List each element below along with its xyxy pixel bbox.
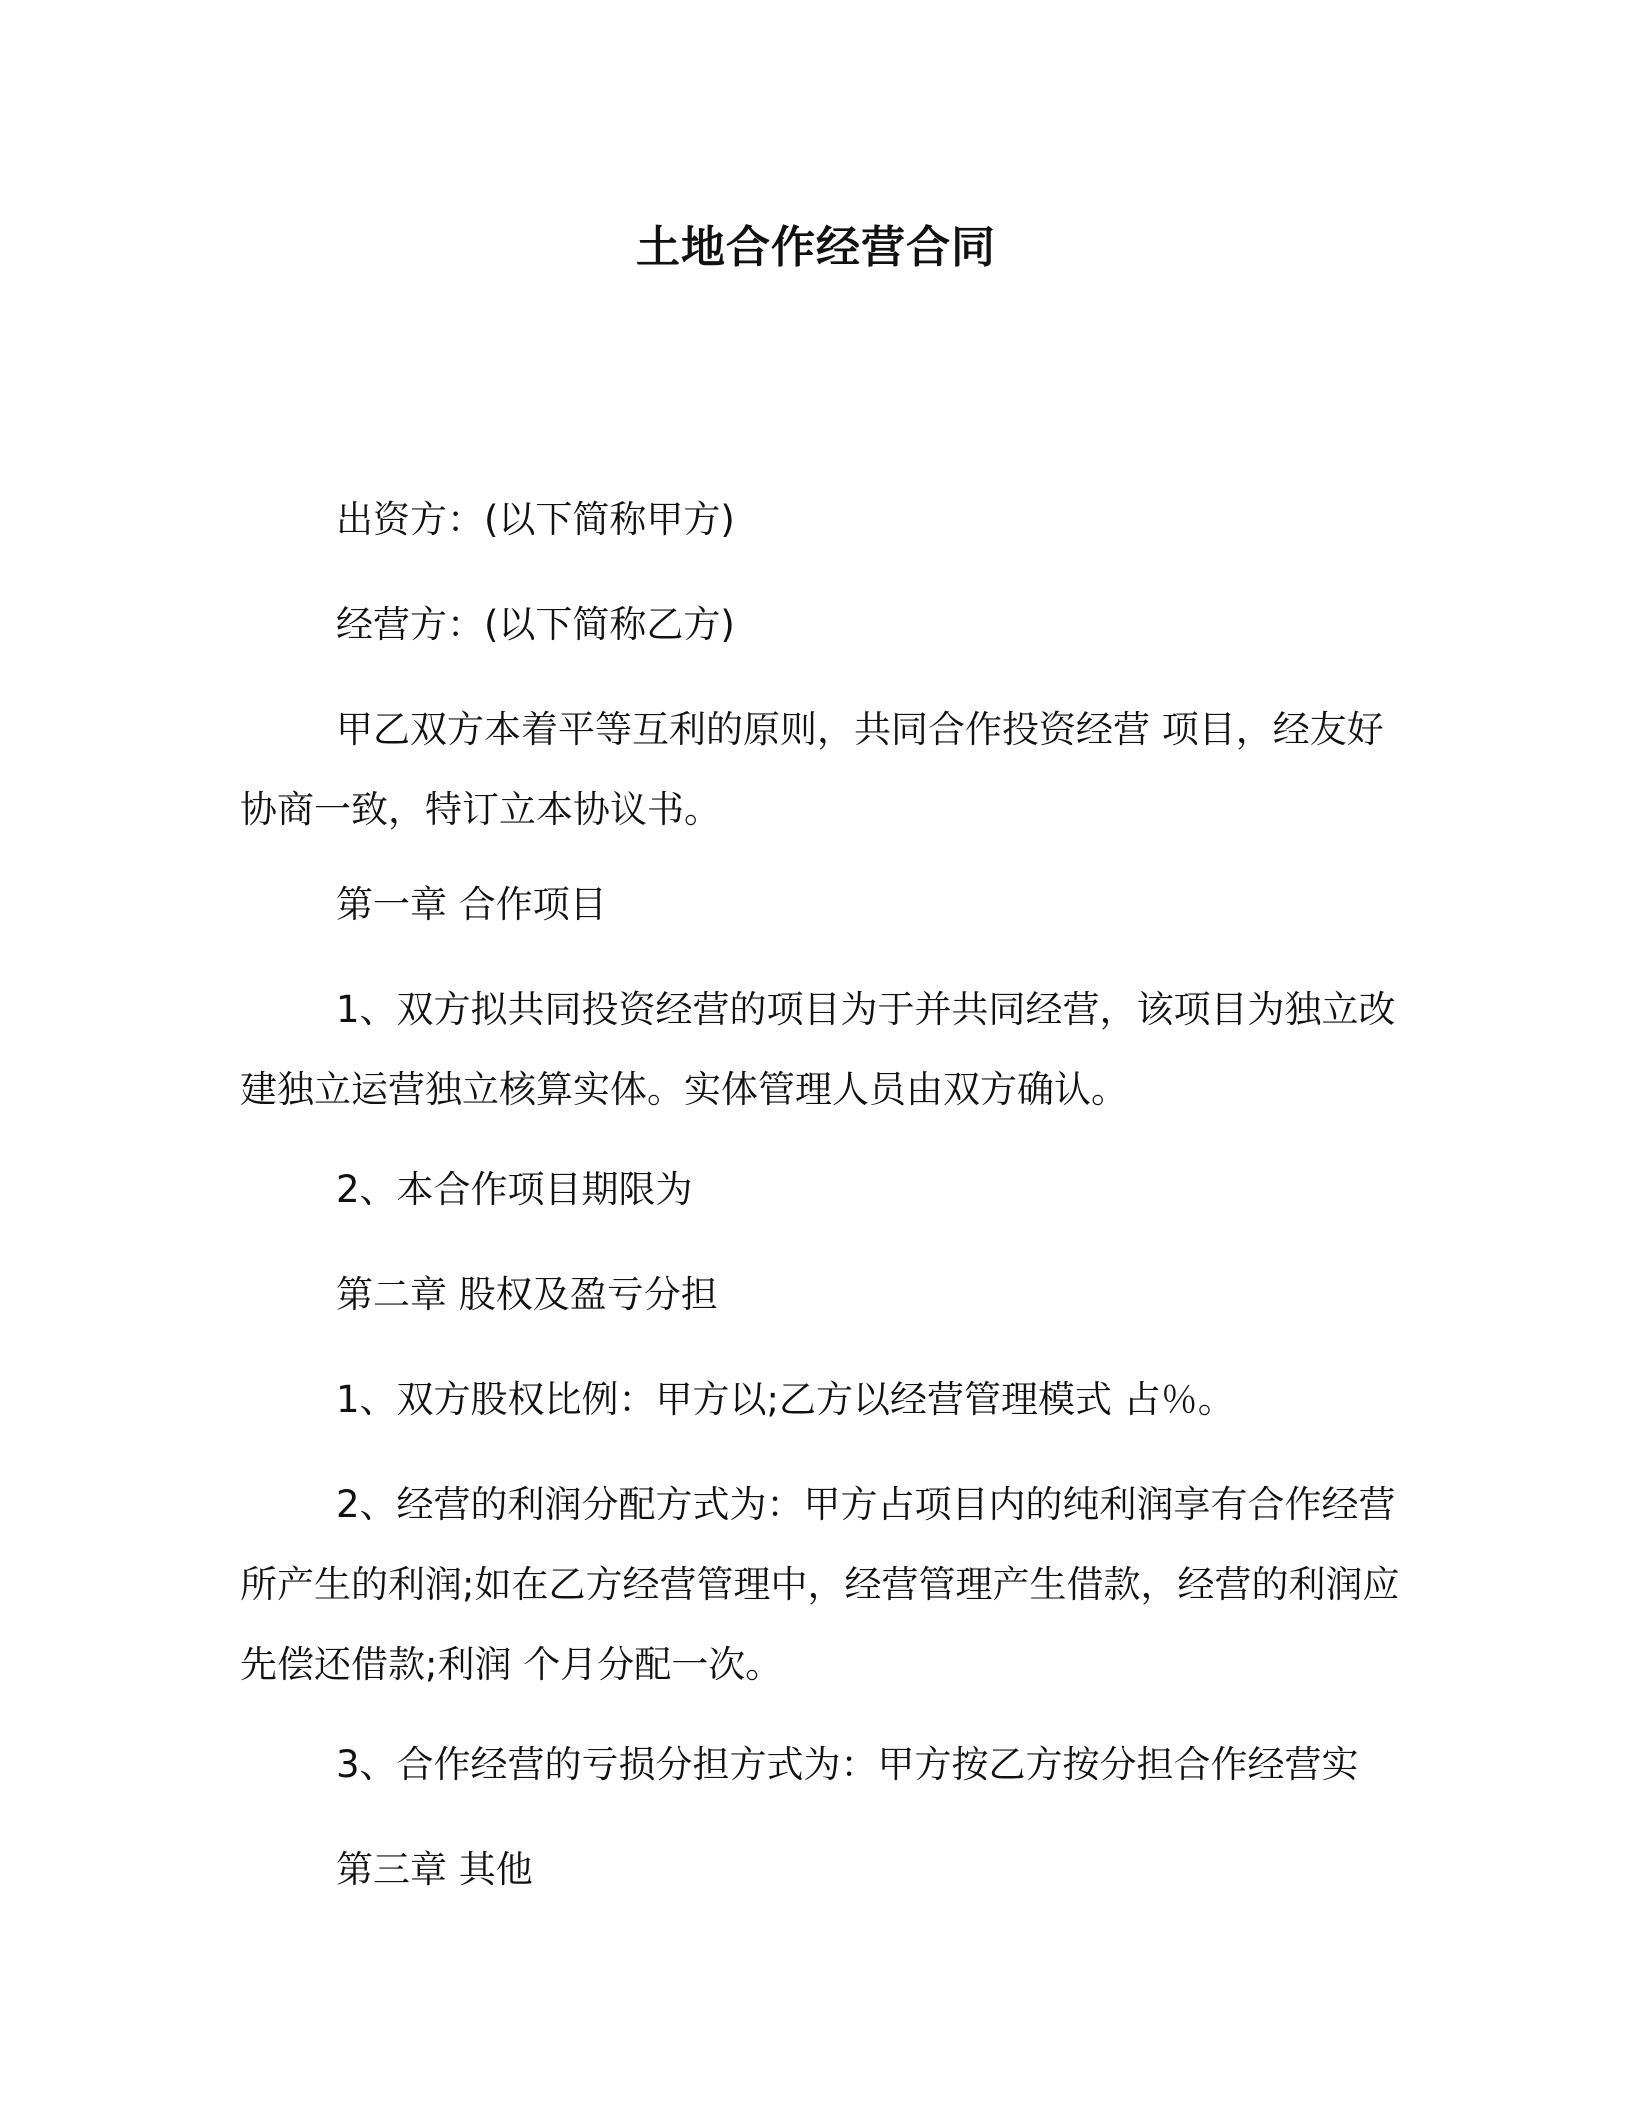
paragraph-investor: 出资方：(以下简称甲方) xyxy=(336,498,735,541)
chapter-2-item-2: 2、经营的利润分配方式为：甲方占项目内的纯利润享有合作经营所产生的利润;如在乙方经营管理中，经营管理产生借款，经营的利润应先偿还借款;利润 个月分配一次。 xyxy=(240,1483,1400,1686)
paragraph-operator: 经营方：(以下简称乙方) xyxy=(336,603,735,646)
chapter-3-heading: 第三章 其他 xyxy=(336,1848,533,1891)
document-title: 土地合作经营合同 xyxy=(636,222,996,273)
paragraph-preamble: 甲乙双方本着平等互利的原则，共同合作投资经营 项目，经友好协商一致，特订立本协议书。 xyxy=(240,708,1384,831)
chapter-2-item-1: 1、双方股权比例：甲方以;乙方以经营管理模式 占％。 xyxy=(336,1378,1235,1421)
chapter-2-item-3: 3、合作经营的亏损分担方式为：甲方按乙方按分担合作经营实 xyxy=(336,1743,1359,1786)
chapter-1-item-1: 1、双方拟共同投资经营的项目为于并共同经营，该项目为独立改建独立运营独立核算实体。实体管理人员由双方确认。 xyxy=(240,988,1396,1111)
chapter-1-heading: 第一章 合作项目 xyxy=(336,883,607,926)
chapter-1-item-2: 2、本合作项目期限为 xyxy=(336,1168,693,1211)
chapter-2-heading: 第二章 股权及盈亏分担 xyxy=(336,1273,718,1316)
